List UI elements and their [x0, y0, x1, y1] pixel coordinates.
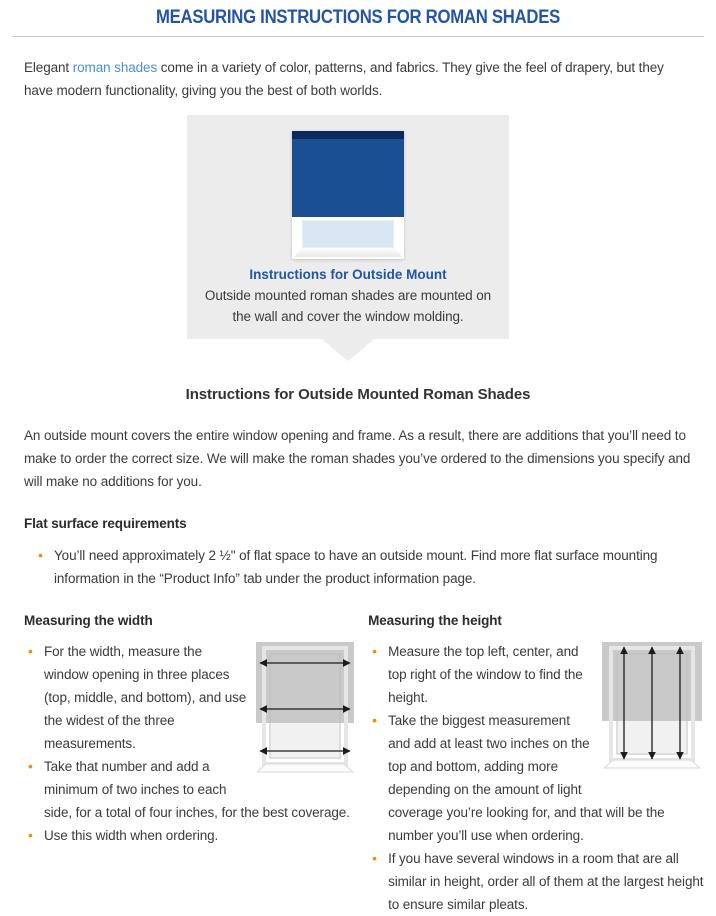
- measuring-height-body: [368, 640, 704, 916]
- measuring-width-list: [24, 640, 356, 847]
- window-pane: [302, 220, 394, 248]
- outside-mount-callout: [187, 115, 509, 339]
- list-item: • If you have several windows in a room that are all similar in height, order all of them at the largest height to ensure similar pleats.: [370, 847, 704, 916]
- flat-surface-list: [24, 544, 704, 590]
- measuring-height-heading: Measuring the height: [368, 613, 502, 628]
- window-frame: [292, 217, 404, 259]
- roman-shade-image: [292, 131, 404, 259]
- shade-headrail: [292, 131, 404, 139]
- callout-pointer-arrow: [322, 339, 374, 361]
- measuring-height-list: [368, 640, 704, 916]
- list-item: • For the width, measure the window opening in three places (top, middle, and bottom), and use the widest of the three measurements.: [26, 640, 356, 755]
- page: [0, 7, 716, 916]
- flat-surface-heading: Flat surface requirements: [24, 516, 187, 531]
- measuring-height-section: [368, 613, 704, 916]
- window-sill: [294, 248, 402, 257]
- list-item: • You’ll need approximately 2 ½" of flat space to have an outside mount. Find more flat surface mounting information in the “Product Info” tab under the product information page.: [36, 544, 704, 590]
- intro-prefix: Elegant: [24, 60, 73, 75]
- list-item: • Measure the top left, center, and top right of the window to find the height.: [370, 640, 704, 709]
- measuring-width-section: [24, 613, 356, 916]
- intro-paragraph: [24, 56, 692, 102]
- callout-description: Outside mounted roman shades are mounted on the wall and cover the window molding.: [204, 288, 492, 324]
- intro-suffix: come in a variety of color, patterns, and fabrics. They give the feel of drapery, but they have modern functionality, giving you the best of both worlds.: [24, 60, 664, 98]
- section-paragraph: An outside mount covers the entire window opening and frame. As a result, there are additions that you’ll need to make to order the correct size. We will make the roman shades you’ve ordered to the dimensions you specify and will make no additions for you.: [24, 428, 691, 489]
- page-title: MEASURING INSTRUCTIONS FOR ROMAN SHADES: [155, 7, 561, 28]
- section-heading: Instructions for Outside Mounted Roman Shades: [185, 386, 531, 403]
- shade-fabric: [292, 139, 404, 217]
- roman-shades-link[interactable]: roman shades: [72, 60, 158, 75]
- header-divider: [12, 36, 704, 37]
- list-item: • Take that number and add a minimum of two inches to each side, for a total of four inches, for the best coverage.: [26, 755, 356, 824]
- list-item: • Use this width when ordering.: [26, 824, 356, 847]
- measuring-width-heading: Measuring the width: [24, 613, 153, 628]
- measuring-width-body: [24, 640, 356, 847]
- measuring-columns: [12, 613, 704, 916]
- list-item: • Take the biggest measurement and add at least two inches on the top and bottom, adding more depending on the amount of light coverage you’re looking for, and that will be the number you’ll use when ordering.: [370, 709, 704, 847]
- outside-mount-instructions-link[interactable]: Instructions for Outside Mount: [249, 267, 447, 282]
